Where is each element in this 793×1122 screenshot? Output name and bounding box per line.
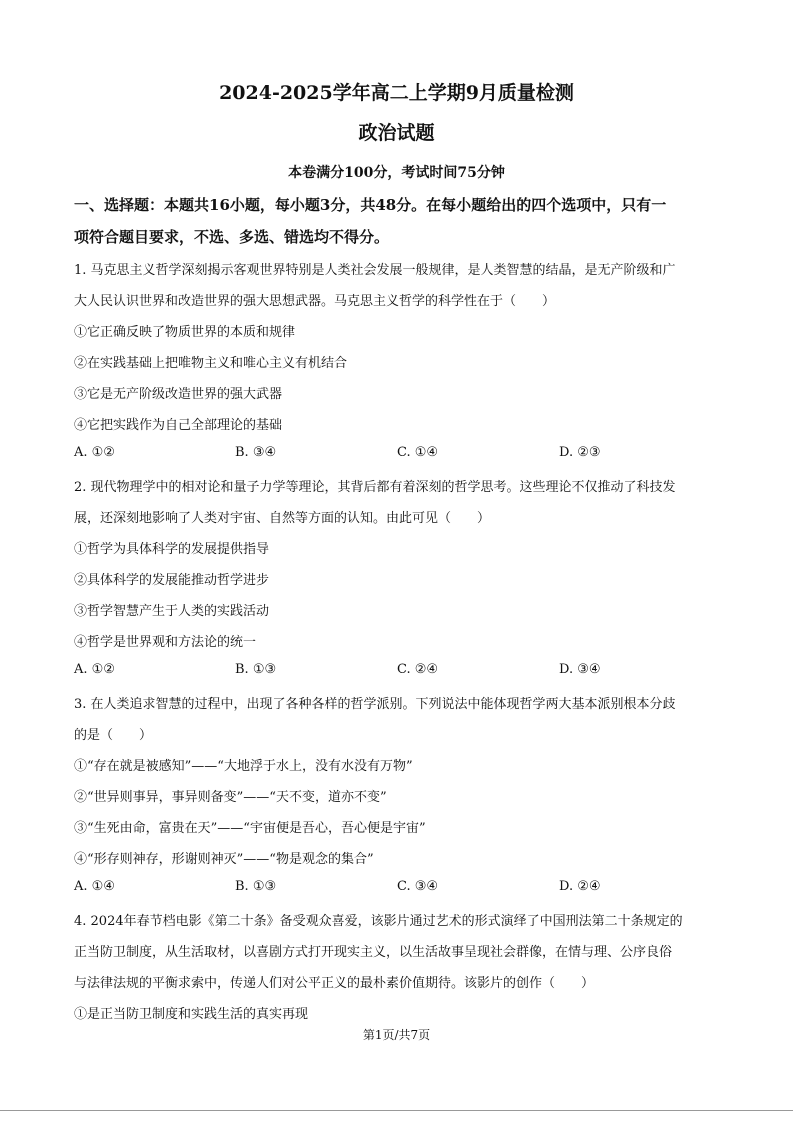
subject-title: 政治试题 bbox=[358, 122, 435, 144]
q3-item-4: ④“形存则神存，形谢则神灭”——“物是观念的集合” bbox=[74, 852, 374, 867]
q4-stem-line3: 与法律法规的平衡求索中，传递人们对公平正义的最朴素价值期待。该影片的创作（ ） bbox=[74, 976, 595, 991]
q1-stem-line1: 1. 马克思主义哲学深刻揭示客观世界特别是人类社会发展一般规律，是人类智慧的结晶，是无产阶级和广 bbox=[74, 263, 676, 278]
section-heading-line2: 项符合题目要求，不选、多选、错选均不得分。 bbox=[74, 228, 390, 246]
q3-option-b[interactable]: B. ①③ bbox=[235, 879, 277, 894]
q2-option-a[interactable]: A. ①② bbox=[74, 662, 115, 677]
q3-option-d[interactable]: D. ②④ bbox=[559, 879, 601, 894]
q3-option-c[interactable]: C. ③④ bbox=[397, 879, 439, 894]
q2-option-d[interactable]: D. ③④ bbox=[559, 662, 601, 677]
q4-stem-line1: 4. 2024年春节档电影《第二十条》备受观众喜爱，该影片通过艺术的形式演绎了中国刑法第二十条规定的 bbox=[74, 914, 683, 929]
q1-item-1: ①它正确反映了物质世界的本质和规律 bbox=[74, 325, 296, 340]
q3-item-3: ③“生死由命，富贵在天”——“宇宙便是吾心，吾心便是宇宙” bbox=[74, 821, 426, 836]
q2-item-3: ③哲学智慧产生于人类的实践活动 bbox=[74, 604, 270, 619]
q1-option-b[interactable]: B. ③④ bbox=[235, 445, 277, 460]
q1-options bbox=[74, 445, 734, 465]
q1-item-4: ④它把实践作为自己全部理论的基础 bbox=[74, 418, 283, 433]
q1-item-3: ③它是无产阶级改造世界的强大武器 bbox=[74, 387, 283, 402]
q1-option-d[interactable]: D. ②③ bbox=[559, 445, 601, 460]
page-bottom-divider bbox=[0, 1110, 793, 1111]
q3-stem-line1: 3. 在人类追求智慧的过程中，出现了各种各样的哲学派别。下列说法中能体现哲学两大基本派别根本分歧 bbox=[74, 697, 676, 712]
page-number: 第1页/共7页 bbox=[362, 1028, 431, 1042]
section-heading-line1: 一、选择题：本题共16小题，每小题3分，共48分。在每小题给出的四个选项中，只有一 bbox=[74, 196, 667, 214]
q3-option-a[interactable]: A. ①④ bbox=[74, 879, 115, 894]
q3-options bbox=[74, 879, 734, 899]
q3-item-1: ①“存在就是被感知”——“大地浮于水上，没有水没有万物” bbox=[74, 759, 413, 774]
q3-stem-line2: 的是（ ） bbox=[74, 728, 153, 743]
q1-stem-line2: 大人民认识世界和改造世界的强大思想武器。马克思主义哲学的科学性在于（ ） bbox=[74, 294, 556, 309]
exam-info: 本卷满分100分，考试时间75分钟 bbox=[288, 165, 505, 181]
q2-option-b[interactable]: B. ①③ bbox=[235, 662, 277, 677]
q3-item-2: ②“世异则事异，事异则备变”——“天不变，道亦不变” bbox=[74, 790, 387, 805]
exam-title: 2024-2025学年高二上学期9月质量检测 bbox=[219, 82, 574, 104]
q1-item-2: ②在实践基础上把唯物主义和唯心主义有机结合 bbox=[74, 356, 348, 371]
q2-item-1: ①哲学为具体科学的发展提供指导 bbox=[74, 542, 270, 557]
q2-options bbox=[74, 662, 734, 682]
q1-option-c[interactable]: C. ①④ bbox=[397, 445, 439, 460]
q2-option-c[interactable]: C. ②④ bbox=[397, 662, 439, 677]
q2-item-4: ④哲学是世界观和方法论的统一 bbox=[74, 635, 257, 650]
q4-item-1: ①是正当防卫制度和实践生活的真实再现 bbox=[74, 1007, 309, 1022]
q2-item-2: ②具体科学的发展能推动哲学进步 bbox=[74, 573, 270, 588]
q4-stem-line2: 正当防卫制度，从生活取材，以喜剧方式打开现实主义，以生活故事呈现社会群像，在情与理、公序良俗 bbox=[74, 945, 673, 960]
q2-stem-line1: 2. 现代物理学中的相对论和量子力学等理论，其背后都有着深刻的哲学思考。这些理论不仅推动了科技发 bbox=[74, 480, 676, 495]
q1-option-a[interactable]: A. ①② bbox=[74, 445, 115, 460]
q2-stem-line2: 展，还深刻地影响了人类对宇宙、自然等方面的认知。由此可见（ ） bbox=[74, 511, 491, 526]
